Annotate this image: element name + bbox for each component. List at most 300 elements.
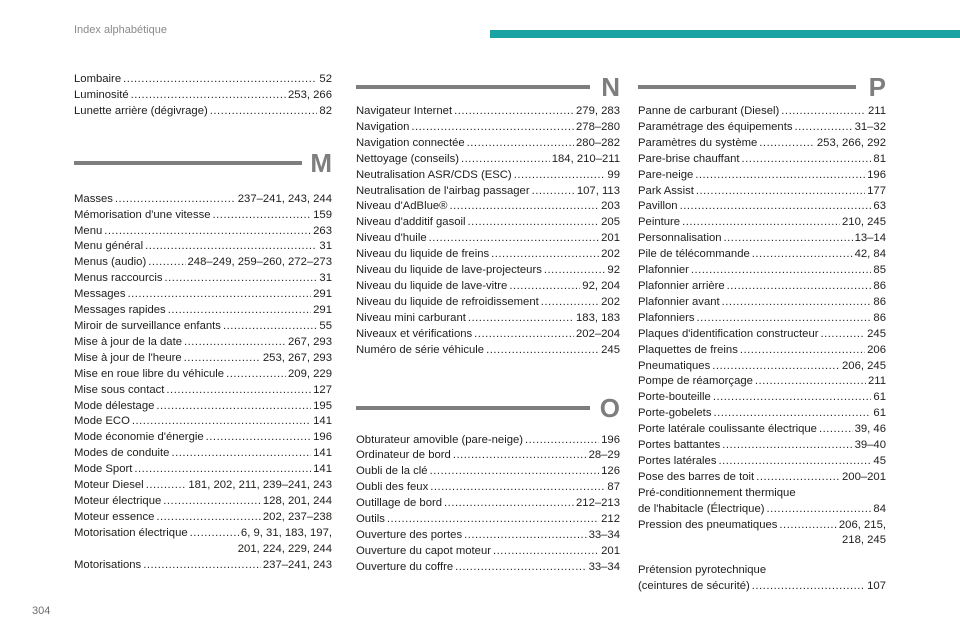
- entry-pages: 211: [867, 375, 886, 388]
- entry-text: Ordinateur de bord: [356, 449, 451, 462]
- entry-pages: 81: [873, 152, 886, 165]
- index-entry: [356, 184, 620, 200]
- leader-dots: [143, 558, 261, 574]
- leader-dots: [752, 579, 865, 595]
- entry-text: Porte-bouteille: [638, 391, 711, 404]
- leader-dots: [444, 496, 574, 512]
- entry-text: Pompe de réamorçage: [638, 375, 753, 388]
- index-entry: [74, 351, 332, 367]
- leader-dots: [474, 327, 574, 343]
- entry-text: Neutralisation de l'airbag passager: [356, 184, 530, 197]
- entry-pages: 263: [313, 224, 332, 237]
- entry-pages: 181, 202, 211, 239–241, 243: [188, 479, 332, 492]
- entry-pages: 13–14: [854, 232, 886, 245]
- entry-pages: 202–204: [576, 327, 620, 340]
- entry-text: Pile de télécommande: [638, 248, 750, 261]
- leader-dots: [104, 224, 311, 240]
- index-column-2: [356, 72, 620, 576]
- leader-dots: [486, 343, 599, 359]
- section-header-m: [74, 147, 332, 200]
- index-entry: [74, 208, 332, 224]
- section-o-list: [356, 433, 620, 576]
- leader-dots: [455, 560, 586, 576]
- entry-pages: 253, 266: [288, 88, 332, 101]
- entry-text: Menus (audio): [74, 256, 147, 269]
- leader-dots: [165, 271, 318, 287]
- entry-text: Niveau mini carburant: [356, 311, 466, 324]
- index-entry: [74, 104, 332, 120]
- entry-text: Niveau du liquide de lave-projecteurs: [356, 264, 542, 277]
- entry-pages: 206, 245: [842, 359, 886, 372]
- entry-pages: 86: [873, 311, 886, 324]
- index-entry: [74, 414, 332, 430]
- entry-text: Oubli de la clé: [356, 465, 428, 478]
- leader-dots: [755, 374, 866, 390]
- entry-text: Obturateur amovible (pare-neige): [356, 433, 524, 446]
- entry-pages: 33–34: [588, 560, 620, 573]
- leader-dots: [156, 510, 261, 526]
- section-letter: P: [868, 72, 886, 102]
- entry-pages: 184, 210–211: [551, 152, 620, 165]
- leader-dots: [468, 311, 574, 327]
- leader-dots: [682, 215, 840, 231]
- entry-pages: 45: [873, 454, 886, 467]
- leader-dots: [131, 88, 286, 104]
- entry-pages: 248–249, 259–260, 272–273: [187, 256, 332, 269]
- index-entry: [638, 136, 886, 152]
- section-letter: O: [599, 392, 620, 423]
- index-entry: [356, 311, 620, 327]
- entry-text: Oubli des feux: [356, 481, 429, 494]
- section-rule: [356, 406, 590, 410]
- section-header-p: [638, 72, 886, 124]
- index-entry: [356, 152, 620, 168]
- index-entry: [74, 367, 332, 383]
- entry-text: Porte-gobelets: [638, 407, 712, 420]
- entry-text: Niveaux et vérifications: [356, 327, 473, 340]
- entry-text: Numéro de série véhicule: [356, 343, 485, 356]
- entry-text: Pare-brise chauffant: [638, 152, 740, 165]
- leader-dots: [145, 239, 317, 255]
- entry-text: Park Assist: [638, 184, 694, 197]
- index-entry: [638, 390, 886, 406]
- entry-pages: 206, 215,: [838, 518, 886, 531]
- entry-text: Navigation connectée: [356, 136, 465, 149]
- leader-dots: [493, 544, 599, 560]
- leader-dots: [387, 512, 599, 528]
- leader-dots: [752, 247, 853, 263]
- entry-pages: 99: [607, 168, 620, 181]
- section-rule: [638, 85, 856, 89]
- entry-text: Outillage de bord: [356, 497, 443, 510]
- entry-pages: 212: [601, 513, 620, 526]
- entry-text: Lunette arrière (dégivrage): [74, 104, 208, 117]
- leader-dots: [461, 152, 550, 168]
- index-entry: [74, 335, 332, 351]
- entry-pages: 86: [873, 295, 886, 308]
- section-m-list: [74, 192, 332, 574]
- entry-pages: 206: [867, 343, 886, 356]
- entry-text: Mise à jour de l'heure: [74, 351, 182, 364]
- leader-dots: [134, 462, 311, 478]
- index-entry: [74, 255, 332, 271]
- index-entry: [638, 359, 886, 375]
- entry-text: Pose des barres de toit: [638, 470, 755, 483]
- index-entry: [74, 271, 332, 287]
- entry-text: Menus raccourcis: [74, 272, 163, 285]
- entry-pages: 278–280: [576, 120, 620, 133]
- entry-text: Motorisation électrique: [74, 526, 188, 539]
- section-header-o: [356, 392, 620, 445]
- entry-text: Plafonnier: [638, 264, 689, 277]
- leader-dots: [712, 359, 840, 375]
- entry-pages: 205: [601, 216, 620, 229]
- leader-dots: [453, 448, 587, 464]
- index-entry: [356, 544, 620, 560]
- leader-dots: [532, 184, 575, 200]
- index-entry: [638, 152, 886, 168]
- leader-dots: [171, 446, 311, 462]
- index-column-3: [638, 72, 886, 595]
- entry-text: Pneumatiques: [638, 359, 711, 372]
- entry-text: Prétension pyrotechnique: [638, 564, 767, 577]
- entry-pages: 92: [607, 264, 620, 277]
- index-entry: [74, 383, 332, 399]
- leader-dots: [819, 422, 853, 438]
- entry-pages: 201: [601, 232, 620, 245]
- entry-text: Nettoyage (conseils): [356, 152, 459, 165]
- index-entry: [638, 438, 886, 454]
- leader-dots: [210, 104, 318, 120]
- entry-text: Masses: [74, 192, 113, 205]
- index-entry: [74, 430, 332, 446]
- leader-dots: [696, 184, 865, 200]
- leader-dots: [713, 406, 871, 422]
- index-entry: [638, 279, 886, 295]
- leader-dots: [464, 528, 586, 544]
- entry-pages: 61: [873, 391, 886, 404]
- leader-dots: [223, 319, 317, 335]
- entry-text: Pare-neige: [638, 168, 694, 181]
- leader-dots: [767, 502, 872, 518]
- index-entry: [74, 303, 332, 319]
- header-title: Index alphabétique: [74, 24, 167, 36]
- entry-text: Messages rapides: [74, 304, 166, 317]
- entry-text: Navigation: [356, 120, 410, 133]
- leader-dots: [184, 351, 261, 367]
- entry-pages: 86: [873, 279, 886, 292]
- entry-pages: 127: [313, 383, 332, 396]
- section-l-list: [74, 72, 332, 120]
- index-entry: [356, 231, 620, 247]
- leader-dots: [719, 454, 872, 470]
- leader-dots: [724, 231, 853, 247]
- index-entry: [74, 88, 332, 104]
- index-entry: [638, 231, 886, 247]
- entry-text: Modes de conduite: [74, 447, 170, 460]
- entry-text: Portes battantes: [638, 439, 721, 452]
- index-entry: [638, 454, 886, 470]
- entry-pages: 42, 84: [854, 248, 886, 261]
- leader-dots: [146, 478, 187, 494]
- leader-dots: [128, 287, 312, 303]
- entry-pages: 39–40: [854, 439, 886, 452]
- index-entry: [638, 311, 886, 327]
- index-entry: [74, 446, 332, 462]
- leader-dots: [430, 464, 600, 480]
- entry-text: Paramètres du système: [638, 136, 758, 149]
- index-entry: [74, 287, 332, 303]
- entry-text: Porte latérale coulissante électrique: [638, 423, 817, 436]
- entry-text: Mise en roue libre du véhicule: [74, 367, 225, 380]
- entry-text: Pré-conditionnement thermique: [638, 486, 796, 499]
- entry-pages: 82: [319, 104, 332, 117]
- entry-pages: 55: [319, 319, 332, 332]
- index-entry-continuation: [638, 533, 886, 549]
- leader-dots: [430, 480, 605, 496]
- entry-text: Mise sous contact: [74, 383, 165, 396]
- leader-dots: [184, 335, 286, 351]
- index-entry: [356, 512, 620, 528]
- leader-dots: [213, 208, 312, 224]
- entry-pages: 85: [873, 264, 886, 277]
- entry-text: Mode Sport: [74, 463, 133, 476]
- entry-pages: 245: [601, 343, 620, 356]
- entry-pages: 196: [313, 431, 332, 444]
- leader-dots: [132, 414, 311, 430]
- entry-pages: 203: [601, 200, 620, 213]
- entry-text: Luminosité: [74, 88, 129, 101]
- entry-pages: 33–34: [588, 528, 620, 541]
- entry-pages: 61: [873, 407, 886, 420]
- entry-text: Plafonnier arrière: [638, 279, 725, 292]
- leader-dots: [722, 438, 852, 454]
- entry-text: Ouverture du capot moteur: [356, 544, 492, 557]
- index-entry: [638, 343, 886, 359]
- index-entry: [638, 199, 886, 215]
- entry-pages: 31: [319, 272, 332, 285]
- entry-text: Miroir de surveillance enfants: [74, 319, 221, 332]
- entry-text: Menu général: [74, 240, 144, 253]
- entry-pages: 267, 293: [288, 335, 332, 348]
- entry-text: Messages: [74, 288, 126, 301]
- leader-dots: [166, 383, 311, 399]
- entry-pages: 209, 229: [288, 367, 332, 380]
- section-letter: N: [601, 72, 620, 102]
- leader-dots: [722, 295, 872, 311]
- section-n-list: [356, 104, 620, 359]
- index-entry: [356, 448, 620, 464]
- entry-pages: 196: [867, 168, 886, 181]
- leader-dots: [680, 199, 872, 215]
- index-entry: [638, 327, 886, 343]
- entry-text: Personnalisation: [638, 232, 722, 245]
- index-entry: [356, 168, 620, 184]
- entry-pages: 211: [867, 105, 886, 117]
- entry-text: Ouverture du coffre: [356, 560, 454, 573]
- index-entry: [638, 247, 886, 263]
- leader-dots: [727, 279, 872, 295]
- entry-text: Plafonnier avant: [638, 295, 720, 308]
- entry-pages: 107, 113: [576, 184, 620, 197]
- index-entry: [74, 319, 332, 335]
- leader-dots: [695, 168, 865, 184]
- entry-pages: 237–241, 243: [262, 558, 332, 571]
- index-entry: [356, 199, 620, 215]
- entry-text: Portes latérales: [638, 454, 717, 467]
- index-entry: [74, 558, 332, 574]
- leader-dots: [226, 367, 286, 383]
- entry-pages: 31: [319, 240, 332, 253]
- entry-pages: 212–213: [576, 497, 620, 510]
- leader-dots: [541, 295, 599, 311]
- leader-dots: [491, 247, 599, 263]
- index-entry: [74, 399, 332, 415]
- entry-text: Panne de carburant (Diesel): [638, 105, 780, 117]
- leader-dots: [697, 311, 872, 327]
- entry-text: Plafonniers: [638, 311, 695, 324]
- entry-text: Moteur essence: [74, 510, 155, 523]
- entry-pages: 141: [313, 415, 332, 428]
- leader-dots: [691, 263, 872, 279]
- leader-dots: [206, 430, 311, 446]
- index-entry: [74, 462, 332, 478]
- index-entry: [356, 136, 620, 152]
- index-entry: [74, 494, 332, 510]
- entry-pages: 253, 266, 292: [816, 136, 886, 149]
- entry-text: Paramétrage des équipements: [638, 120, 793, 133]
- index-entry: [356, 343, 620, 359]
- entry-pages: 195: [313, 399, 332, 412]
- leader-dots: [713, 390, 872, 406]
- leader-dots: [163, 494, 261, 510]
- leader-dots: [156, 399, 311, 415]
- index-entry: [74, 478, 332, 494]
- section-p-list: [638, 104, 886, 486]
- page-number: 304: [32, 605, 51, 617]
- leader-dots: [740, 343, 865, 359]
- index-entry: [638, 422, 886, 438]
- index-entry: [638, 184, 886, 200]
- entry-text: Pavillon: [638, 200, 678, 213]
- entry-pages: 92, 204: [582, 279, 620, 292]
- entry-text: Ouverture des portes: [356, 528, 463, 541]
- leader-dots: [168, 303, 311, 319]
- entry-text: Mode économie d'énergie: [74, 431, 204, 444]
- entry-text: Plaquettes de freins: [638, 343, 738, 356]
- entry-text: Niveau du liquide de lave-vitre: [356, 279, 508, 292]
- entry-text: Mode délestage: [74, 399, 155, 412]
- entry-text: de l'habitacle (Électrique): [638, 502, 765, 515]
- entry-pages: 253, 267, 293: [262, 351, 332, 364]
- index-entry: [638, 502, 886, 518]
- entry-text: Mémorisation d'une vitesse: [74, 208, 211, 221]
- entry-pages: 291: [313, 288, 332, 301]
- leader-dots: [190, 526, 239, 542]
- entry-pages: 202: [601, 248, 620, 261]
- leader-dots: [468, 215, 600, 231]
- leader-dots: [509, 279, 580, 295]
- entry-text: (ceintures de sécurité): [638, 580, 750, 593]
- entry-text: Niveau d'additif gasoil: [356, 216, 466, 229]
- index-entry: [638, 518, 886, 534]
- entry-text: Plaques d'identification constructeur: [638, 327, 819, 340]
- entry-text: Niveau d'huile: [356, 232, 427, 245]
- entry-text: Niveau du liquide de refroidissement: [356, 295, 539, 308]
- entry-text: Mise à jour de la date: [74, 335, 183, 348]
- index-entry: [638, 168, 886, 184]
- index-entry: [638, 579, 886, 595]
- index-entry: [356, 215, 620, 231]
- section-rule: [356, 85, 590, 89]
- index-entry: [638, 486, 886, 502]
- leader-dots: [821, 327, 866, 343]
- entry-text: Mode ECO: [74, 415, 130, 428]
- entry-text: Lombaire: [74, 73, 122, 85]
- entry-text: Peinture: [638, 216, 681, 229]
- section-rule: [74, 161, 302, 165]
- entry-pages: 6, 9, 31, 183, 197,: [240, 526, 332, 539]
- entry-pages: 200–201: [842, 470, 886, 483]
- index-entry: [356, 247, 620, 263]
- leader-dots: [544, 263, 606, 279]
- leader-dots: [450, 199, 600, 215]
- index-entry: [356, 263, 620, 279]
- entry-text: Pression des pneumatiques: [638, 518, 778, 531]
- leader-dots: [148, 255, 185, 271]
- section-header-n: [356, 72, 620, 124]
- entry-text: Menu: [74, 224, 103, 237]
- entry-pages: 39, 46: [854, 423, 886, 436]
- entry-pages: 177: [867, 184, 886, 197]
- index-column-1: [74, 72, 332, 573]
- leader-dots: [779, 518, 836, 534]
- entry-pages: 159: [313, 208, 332, 221]
- entry-pages: 128, 201, 244: [262, 494, 332, 507]
- entry-pages: 141: [313, 447, 332, 460]
- leader-dots: [759, 136, 815, 152]
- entry-pages: 202, 237–238: [262, 510, 332, 523]
- entry-pages: 245: [867, 327, 886, 340]
- entry-pages: 202: [601, 295, 620, 308]
- entry-pages: 280–282: [576, 136, 620, 149]
- index-entry: [74, 239, 332, 255]
- leader-dots: [742, 152, 872, 168]
- index-entry: [638, 263, 886, 279]
- entry-text: Moteur Diesel: [74, 479, 144, 492]
- leader-dots: [429, 231, 600, 247]
- entry-pages: 210, 245: [842, 216, 886, 229]
- index-entry: [74, 72, 332, 88]
- entry-text: Neutralisation ASR/CDS (ESC): [356, 168, 512, 181]
- index-entry: [356, 528, 620, 544]
- entry-pages: 107: [867, 580, 886, 593]
- entry-pages-continued: 218, 245: [842, 534, 886, 547]
- index-entry: [74, 224, 332, 240]
- index-entry: [356, 327, 620, 343]
- index-entry: [638, 295, 886, 311]
- entry-pages: 196: [601, 433, 620, 446]
- entry-pages-continued: 201, 224, 229, 244: [237, 542, 332, 555]
- index-entry: [356, 496, 620, 512]
- entry-pages: 63: [873, 200, 886, 213]
- index-entry: [356, 480, 620, 496]
- leader-dots: [467, 136, 574, 152]
- entry-pages: 52: [319, 73, 332, 85]
- entry-text: Navigateur Internet: [356, 105, 453, 117]
- entry-pages: 28–29: [588, 449, 620, 462]
- index-entry-continuation: [74, 542, 332, 558]
